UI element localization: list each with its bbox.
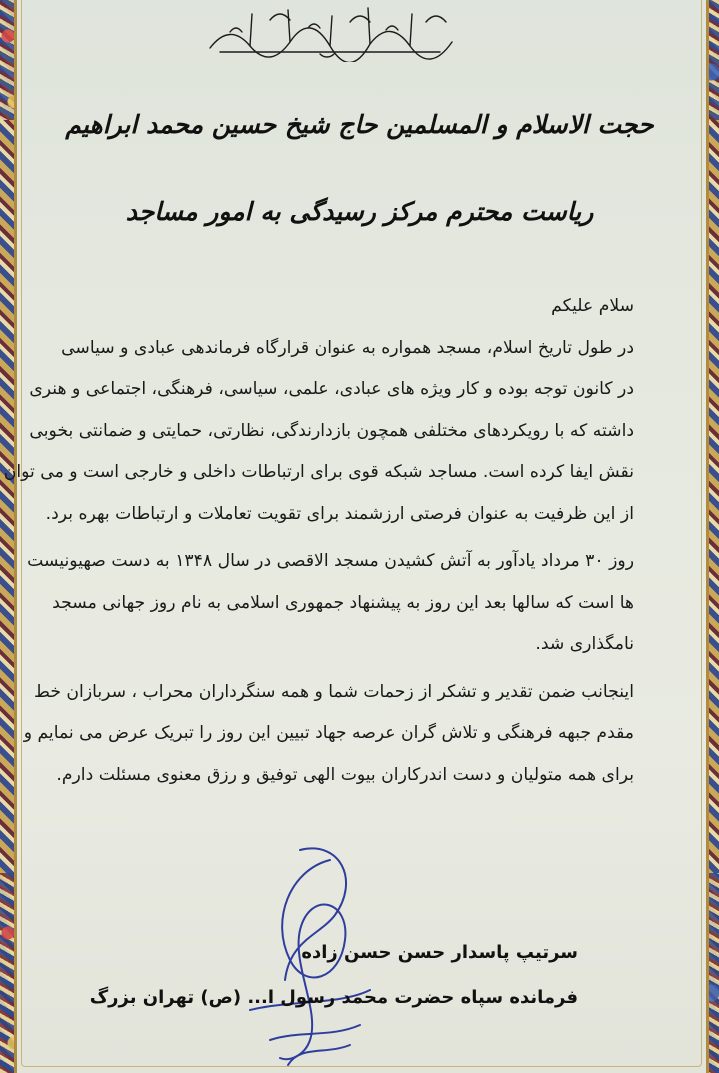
paragraph-3-line: برای همه متولیان و دست اندرکاران بیوت الهی توفیق و رزق معنوی مسئلت دارم. xyxy=(56,764,634,785)
signatory-name: سرتیپ پاسدار حسن حسن زاده xyxy=(301,942,578,963)
signatory-title: فرمانده سپاه حضرت محمد رسول ا... (ص) تهران بزرگ xyxy=(89,987,578,1008)
greeting: سلام علیکم xyxy=(551,296,634,316)
paragraph-3-line: اینجانب ضمن تقدیر و تشکر از زحمات شما و همه سنگرداران محراب ، سربازان خط xyxy=(34,681,634,702)
recipient-name-heading: حجت الاسلام و المسلمین حاج شیخ حسین محمد ابراهیم xyxy=(65,110,654,139)
recipient-title-heading: ریاست محترم مرکز رسیدگی به امور مساجد xyxy=(125,197,594,226)
basmala-calligraphy xyxy=(190,2,470,62)
paragraph-1-line: نقش ایفا کرده است. مساجد شبکه قوی برای ارتباطات داخلی و خارجی است و می توان xyxy=(3,462,634,482)
paragraph-1-line: از این ظرفیت به عنوان فرصتی ارزشمند برای تقویت تعاملات و ارتباطات بهره برد. xyxy=(45,503,634,524)
paragraph-1-line: در کانون توجه بوده و کار ویژه های عبادی، علمی، سیاسی، فرهنگی، اجتماعی و هنری xyxy=(29,379,634,399)
letter-body xyxy=(3,286,634,796)
paragraph-2-line: نامگذاری شد. xyxy=(535,634,634,654)
signature-block xyxy=(89,930,578,1020)
paragraph-1-line: در طول تاریخ اسلام، مسجد همواره به عنوان قرارگاه فرماندهی عبادی و سیاسی xyxy=(61,337,634,358)
paragraph-2-line: ها است که سالها بعد این روز به پیشنهاد جمهوری اسلامی به نام روز جهانی مسجد xyxy=(52,592,634,613)
paragraph-3-line: مقدم جبهه فرهنگی و تلاش گران عرصه جهاد تبیین این روز را تبریک عرض می نمایم و xyxy=(23,723,634,743)
paragraph-2-line: روز ۳۰ مرداد یادآور به آتش کشیدن مسجد الاقصی در سال ۱۳۴۸ به دست صهیونیست xyxy=(27,551,634,571)
paragraph-1-line: داشته که با رویکردهای مختلفی همچون بازدارندگی، نظارتی، حمایتی و ضمانتی بخوبی xyxy=(29,420,634,441)
